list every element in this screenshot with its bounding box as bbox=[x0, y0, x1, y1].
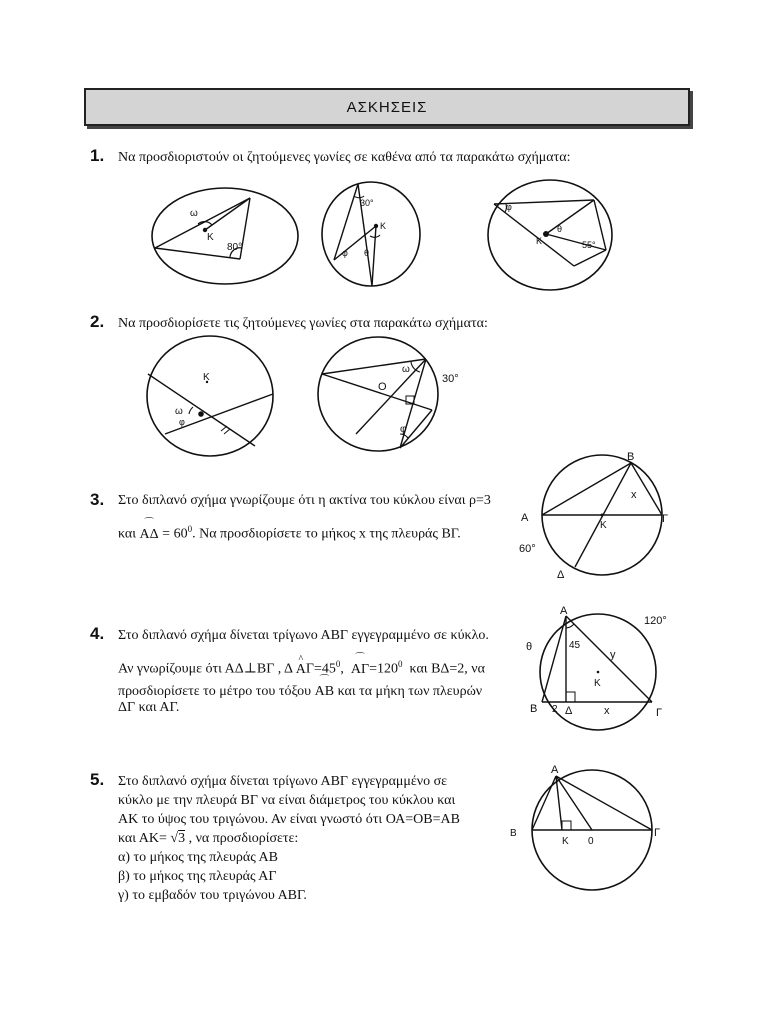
exercise-3-number: 3. bbox=[90, 490, 105, 509]
fig1-2-center: K bbox=[380, 221, 387, 231]
fig3-G: Γ bbox=[662, 513, 669, 525]
fig4-y: y bbox=[610, 649, 616, 661]
ex4-l3-post: και τα μήκη των πλευρών bbox=[337, 684, 483, 699]
ex4-l2-hat: ^ Α bbox=[296, 660, 306, 680]
page-title: ΑΣΚΗΣΕΙΣ bbox=[346, 98, 428, 116]
fig2-2-angle: 30° bbox=[442, 373, 459, 385]
exercise-4-line1: Στο διπλανό σχήμα δίνεται τρίγωνο ΑΒΓ εγγεγραμμένο σε κύκλο. bbox=[118, 628, 489, 643]
exercise-4-figure bbox=[522, 604, 682, 724]
exercise-1-figure-2 bbox=[320, 180, 422, 288]
exercise-1-number: 1. bbox=[90, 146, 105, 165]
title-box bbox=[84, 88, 690, 126]
fig5-O: 0 bbox=[588, 836, 594, 847]
exercise-2-number: 2. bbox=[90, 312, 105, 331]
exercise-4-line2 bbox=[118, 654, 485, 680]
ex5-l4-pre: και ΑΚ= bbox=[118, 831, 167, 846]
fig4-A: Α bbox=[560, 605, 568, 617]
ex3-line2-sup: 0 bbox=[187, 524, 193, 534]
ex4-l3-arc: ⌒ ΑΒ bbox=[315, 682, 334, 702]
ex4-l2-p2: Γ=45 bbox=[305, 661, 336, 677]
ex4-l2-p1: Αν γνωρίζουμε ότι ΑΔ⊥ΒΓ , Δ bbox=[118, 661, 293, 677]
exercise-5-line3: ΑΚ το ύψος του τριγώνου. Αν είναι γνωστό ότι ΟΑ=ΟΒ=ΑΒ bbox=[118, 812, 460, 827]
exercise-4-number: 4. bbox=[90, 624, 105, 643]
fig2-1-center: K bbox=[203, 372, 210, 383]
ex4-l3-pre: προσδιορίσετε το μέτρο του τόξου bbox=[118, 684, 312, 699]
exercise-5-item-a: α) το μήκος της πλευράς ΑΒ bbox=[118, 850, 278, 865]
exercise-5-item-g: γ) το εμβαδόν του τριγώνου ΑΒΓ. bbox=[118, 888, 307, 903]
exercise-2-figure-1 bbox=[145, 334, 275, 458]
fig4-G: Γ bbox=[656, 707, 663, 719]
sqrt-symbol: √ bbox=[170, 831, 179, 846]
exercise-5-number: 5. bbox=[90, 770, 105, 789]
exercise-5-item-b: β) το μήκος της πλευράς ΑΓ bbox=[118, 869, 277, 884]
exercise-5-line1: Στο διπλανό σχήμα δίνεται τρίγωνο ΑΒΓ εγγεγραμμένο σε bbox=[118, 774, 448, 789]
ex3-line2-pre: και bbox=[118, 526, 137, 542]
fig4-angle45: 45 bbox=[569, 640, 581, 651]
ex4-l2-p3: , bbox=[340, 661, 344, 677]
fig1-3-phi: φ bbox=[506, 202, 512, 212]
fig1-3-theta: θ bbox=[557, 224, 563, 234]
fig4-theta: θ bbox=[526, 641, 533, 653]
ex3-line2-post: = 60 bbox=[162, 526, 188, 542]
fig2-2-omega: ω bbox=[402, 364, 410, 375]
ex4-l2-p5: και ΒΔ=2, να bbox=[409, 661, 485, 677]
fig2-2-phi: φ bbox=[400, 424, 407, 435]
exercise-2-text: Να προσδιορίσετε τις ζητούμενες γωνίες στα παρακάτω σχήματα: bbox=[118, 316, 488, 331]
fig1-3-center: K bbox=[536, 236, 543, 246]
ex4-l2-sup2: 0 bbox=[398, 659, 403, 669]
fig1-3-angle: 55° bbox=[582, 240, 596, 250]
exercise-2-figure-2 bbox=[316, 334, 476, 454]
ex3-arc-label: ⌒ ΑΔ bbox=[140, 525, 159, 545]
fig2-1-omega: ω bbox=[175, 406, 183, 417]
fig1-1-center: K bbox=[207, 232, 214, 243]
exercise-5-figure bbox=[506, 762, 666, 886]
fig5-A: Α bbox=[551, 764, 559, 776]
fig3-angle: 60° bbox=[519, 543, 536, 555]
exercise-5-line2: κύκλο με την πλευρά ΒΓ να είναι διάμετρος του κύκλου και bbox=[118, 793, 456, 808]
ex3-line2-rest: . Να προσδιορίσετε το μήκος x της πλευράς ΒΓ. bbox=[192, 526, 461, 542]
fig4-angle120: 120° bbox=[644, 615, 667, 627]
fig1-1-angle: 80° bbox=[227, 242, 243, 253]
fig4-D: Δ bbox=[565, 705, 573, 717]
fig3-K: K bbox=[600, 520, 607, 531]
fig1-2-theta: θ bbox=[364, 248, 370, 258]
fig3-x: x bbox=[631, 489, 637, 501]
fig4-x: x bbox=[604, 705, 610, 717]
fig4-two: 2 bbox=[552, 704, 558, 715]
fig5-G: Γ bbox=[654, 827, 661, 839]
ex4-l2-sup1: 0 bbox=[335, 659, 341, 669]
fig3-B: Β bbox=[627, 451, 635, 463]
fig2-2-center: O bbox=[378, 381, 387, 393]
exercise-4-line4: ΔΓ και ΑΓ. bbox=[118, 700, 180, 715]
ex5-sqrt-value: 3 bbox=[178, 831, 186, 846]
exercise-5-line4 bbox=[118, 829, 298, 849]
fig3-D: Δ bbox=[557, 569, 565, 581]
exercise-3-line2 bbox=[118, 519, 461, 545]
exercise-1-text: Να προσδιοριστούν οι ζητούμενες γωνίες σε καθένα από τα παρακάτω σχήματα: bbox=[118, 150, 571, 165]
ex5-l4-post: , να προσδιορίσετε: bbox=[188, 831, 299, 846]
fig4-B: Β bbox=[530, 703, 538, 715]
ex4-l2-p4: =120 bbox=[369, 661, 399, 677]
exercise-3-figure bbox=[515, 448, 675, 583]
exercise-1-figure-1 bbox=[150, 186, 300, 286]
fig3-A: Α bbox=[521, 512, 529, 524]
fig1-2-phi: φ bbox=[342, 248, 348, 258]
fig2-1-phi: φ bbox=[179, 417, 185, 427]
ex4-l2-arc: ⌒ ΑΓ bbox=[351, 660, 369, 680]
exercise-1-figure-3 bbox=[486, 178, 614, 292]
fig5-B: Β bbox=[510, 828, 517, 839]
fig1-1-omega: ω bbox=[190, 208, 198, 219]
fig5-K: K bbox=[562, 836, 569, 847]
fig4-K: K bbox=[594, 678, 601, 689]
exercise-3-line1: Στο διπλανό σχήμα γνωρίζουμε ότι η ακτίνα του κύκλου είναι ρ=3 bbox=[118, 493, 491, 508]
fig1-2-angle: 30° bbox=[360, 198, 374, 208]
